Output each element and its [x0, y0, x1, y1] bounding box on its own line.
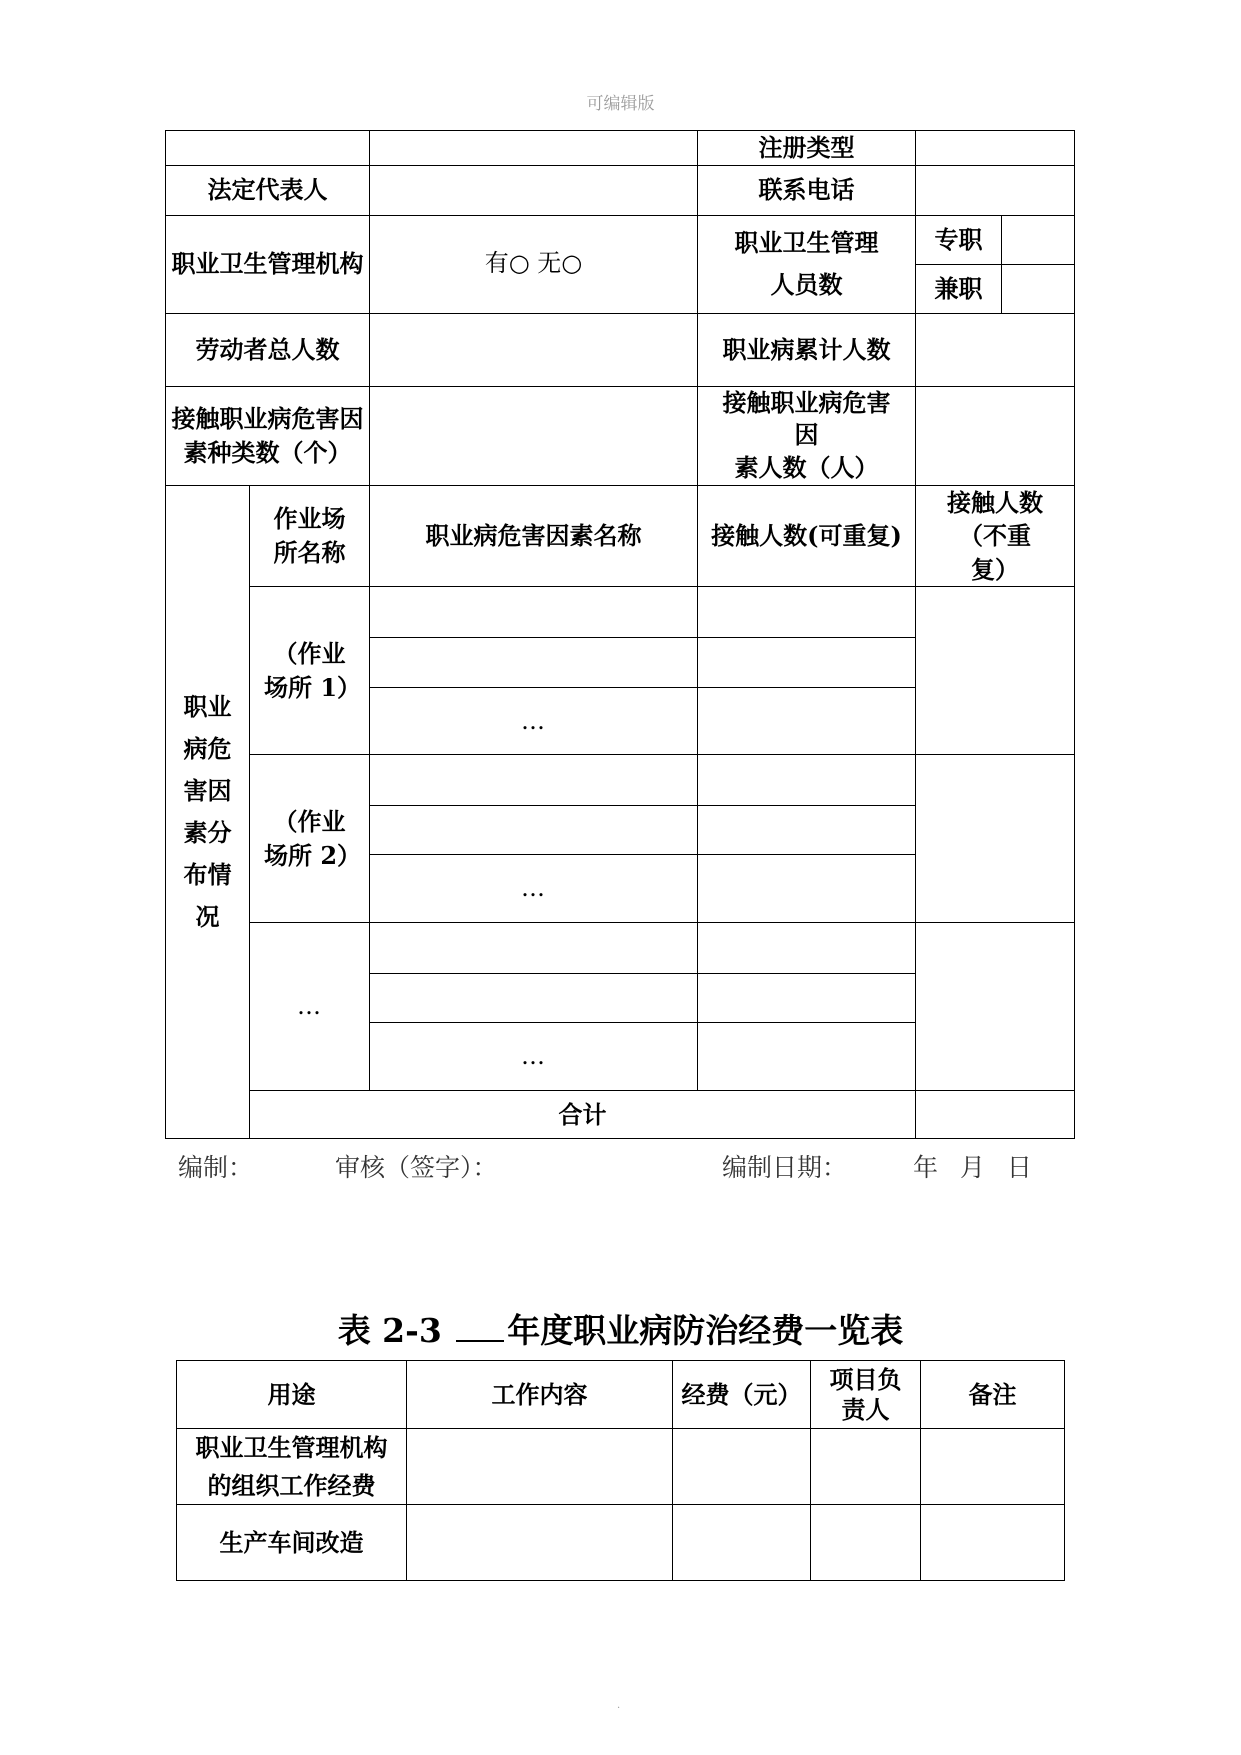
header-amount: 经费（元）	[673, 1361, 811, 1429]
col-site-header: 作业场所名称	[250, 485, 370, 587]
row-content-cell[interactable]	[407, 1429, 673, 1505]
exposed-repeat-cell[interactable]	[698, 855, 916, 923]
year-blank[interactable]	[456, 1312, 504, 1342]
phone-label: 联系电话	[698, 165, 916, 215]
exposed-repeat-cell[interactable]	[698, 974, 916, 1023]
factor-cell[interactable]	[370, 974, 698, 1023]
exposed-unique-cell[interactable]	[916, 587, 1075, 755]
factor-ellipsis[interactable]: …	[370, 688, 698, 755]
row-amount-cell[interactable]	[673, 1429, 811, 1505]
header-purpose: 用途	[177, 1361, 407, 1429]
col-exposed-repeat-header: 接触人数(可重复)	[698, 485, 916, 587]
parttime-value[interactable]	[1002, 264, 1075, 313]
exposed-repeat-cell[interactable]	[698, 1023, 916, 1091]
exposed-unique-cell[interactable]	[916, 755, 1075, 923]
hazard-people-label-line1: 接触职业病危害因	[722, 388, 891, 450]
mgmt-staff-label: 职业卫生管理人员数	[698, 215, 916, 313]
mgmt-org-label: 职业卫生管理机构	[166, 215, 370, 313]
exposed-repeat-cell[interactable]	[698, 923, 916, 974]
exposed-repeat-cell[interactable]	[698, 587, 916, 638]
reg-type-label: 注册类型	[698, 131, 916, 166]
compiled-by-label: 编制：	[178, 1153, 254, 1182]
hazard-people-label	[698, 386, 916, 485]
row-remarks-cell[interactable]	[921, 1429, 1065, 1505]
hazard-types-value[interactable]	[370, 386, 698, 485]
total-value[interactable]	[916, 1091, 1075, 1139]
factor-ellipsis[interactable]: …	[370, 855, 698, 923]
mgmt-org-radio[interactable]: 有○ 无○	[370, 215, 698, 313]
date-label: 编制日期：	[722, 1153, 848, 1182]
factor-cell[interactable]	[370, 587, 698, 638]
col-exposed-unique-header: 接触人数（不重复）	[916, 485, 1075, 587]
row-amount-cell[interactable]	[673, 1505, 811, 1581]
hazard-people-value[interactable]	[916, 386, 1075, 485]
exposed-repeat-cell[interactable]	[698, 638, 916, 688]
exposed-repeat-cell[interactable]	[698, 806, 916, 855]
reviewed-by-label: 审核（签字）：	[335, 1153, 498, 1182]
enterprise-info-table	[165, 130, 1075, 1139]
date-value: 年 月 日	[913, 1153, 1032, 1182]
expense-table	[176, 1360, 1065, 1581]
row-remarks-cell[interactable]	[921, 1505, 1065, 1581]
header-content: 工作内容	[407, 1361, 673, 1429]
table2-title-suffix: 年度职业病防治经费一览表	[507, 1311, 904, 1350]
factor-cell[interactable]	[370, 638, 698, 688]
watermark: 可编辑版	[586, 94, 655, 114]
footer-mark: .	[617, 1700, 621, 1711]
cumulative-cases-value[interactable]	[916, 313, 1075, 386]
row-content-cell[interactable]	[407, 1505, 673, 1581]
blank-value-cell[interactable]	[370, 131, 698, 166]
site1-name: （作业场所 1）	[250, 587, 370, 755]
table2-title	[0, 1305, 1241, 1352]
exposed-repeat-cell[interactable]	[698, 688, 916, 755]
site2-name: （作业场所 2）	[250, 755, 370, 923]
distribution-label: 职业病危害因素分布情况	[166, 485, 250, 1139]
total-workers-value[interactable]	[370, 313, 698, 386]
factor-cell[interactable]	[370, 806, 698, 855]
header-remarks: 备注	[921, 1361, 1065, 1429]
total-label: 合计	[250, 1091, 916, 1139]
hazard-types-label: 接触职业病危害因素种类数（个）	[166, 386, 370, 485]
fulltime-label: 专职	[916, 215, 1002, 264]
row-owner-cell[interactable]	[811, 1429, 921, 1505]
exposed-repeat-cell[interactable]	[698, 755, 916, 806]
row-purpose: 职业卫生管理机构的组织工作经费	[177, 1429, 407, 1505]
factor-cell[interactable]	[370, 755, 698, 806]
table2-title-prefix: 表 2-3	[337, 1311, 442, 1350]
row-owner-cell[interactable]	[811, 1505, 921, 1581]
cumulative-cases-label: 职业病累计人数	[698, 313, 916, 386]
exposed-unique-cell[interactable]	[916, 923, 1075, 1091]
parttime-label: 兼职	[916, 264, 1002, 313]
more-sites-ellipsis: …	[250, 923, 370, 1091]
legal-rep-value[interactable]	[370, 165, 698, 215]
fulltime-value[interactable]	[1002, 215, 1075, 264]
phone-value[interactable]	[916, 165, 1075, 215]
total-workers-label: 劳动者总人数	[166, 313, 370, 386]
col-factor-header: 职业病危害因素名称	[370, 485, 698, 587]
hazard-people-label-line2: 素人数（人）	[734, 452, 879, 482]
header-owner: 项目负责人	[811, 1361, 921, 1429]
row-purpose: 生产车间改造	[177, 1505, 407, 1581]
blank-cell	[166, 131, 370, 166]
reg-type-value[interactable]	[916, 131, 1075, 166]
factor-cell[interactable]	[370, 923, 698, 974]
legal-rep-label: 法定代表人	[166, 165, 370, 215]
factor-ellipsis[interactable]: …	[370, 1023, 698, 1091]
